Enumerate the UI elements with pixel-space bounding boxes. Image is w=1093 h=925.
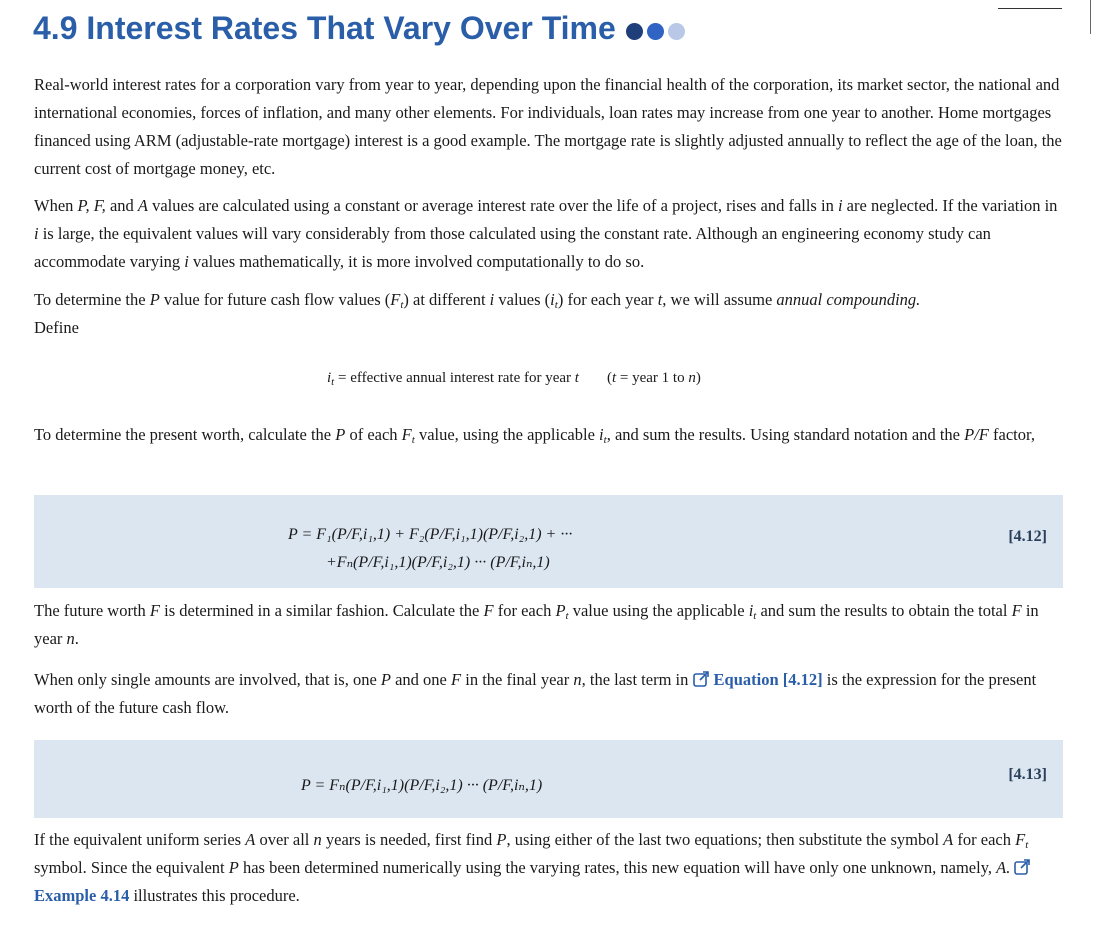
equation-4-12-link[interactable]: Equation [4.12] bbox=[693, 670, 823, 689]
heading-dot-mid bbox=[647, 23, 664, 40]
paragraph-future-worth: The future worth F is determined in a similar fashion. Calculate the F for each $P_t$ value using the applicable $i_t$ and sum the results to obtain the total F in year n. bbox=[34, 601, 1039, 648]
equation-4-12-number: [4.12] bbox=[1008, 528, 1047, 545]
paragraph-real-world-rates: Real-world interest rates for a corporation vary from year to year, depending upon the financial health of the corporation, its market sector, the national and international economies, forces of inflation, and many other elements. For individuals, loan rates may increase from one year to another. Home mortgages financed using ARM (adjustable-rate mortgage) interest is a good example. The mortgage rate is slightly adjusted annually to reflect the age of the loan, the current cost of mortgage money, etc. bbox=[34, 75, 1062, 178]
top-rule bbox=[998, 8, 1062, 9]
heading-dot-light bbox=[668, 23, 685, 40]
section-heading bbox=[33, 10, 689, 47]
section-heading-text: 4.9 Interest Rates That Vary Over Time bbox=[33, 10, 616, 46]
definition-line: $i_t$ = effective annual interest rate for year t (t = year 1 to n) bbox=[327, 370, 701, 388]
equation-4-13-number: [4.13] bbox=[1008, 766, 1047, 783]
right-edge-rule bbox=[1090, 0, 1091, 34]
paragraph-uniform-series: If the equivalent uniform series A over all n years is needed, first find P, using either of the last two equations; then substitute the symbol A for each $F_t$ symbol. Since the equivalent P has been determined numerically using the varying rates, this new equation will have only one unknown, namely, A. Example 4.14 illustrates this procedure. bbox=[34, 826, 1064, 910]
heading-dot-dark bbox=[626, 23, 643, 40]
external-link-icon bbox=[1014, 859, 1032, 875]
paragraph-single-amounts: When only single amounts are involved, that is, one P and one F in the final year n, the last term in Equation [4.12] is the expression for the present worth of the future cash flow. bbox=[34, 670, 1037, 717]
example-4-14-link[interactable]: Example 4.14 bbox=[34, 858, 1035, 905]
heading-dots-decoration bbox=[626, 23, 689, 40]
equation-4-12-line1: P = F₁(P/F,i₁,1) + F₂(P/F,i₁,1)(P/F,i₂,1) + ··· bbox=[288, 526, 573, 543]
paragraph-determine-p: To determine the P value for future cash flow values $(F_t)$ at different i values $(i_t)$ for each year t, we will assume annual compounding. Define bbox=[34, 290, 921, 337]
equation-4-13-box bbox=[34, 740, 1063, 818]
paragraph-constant-rate: When P, F, and A values are calculated using a constant or average interest rate over the life of a project, rises and falls in i are neglected. If the variation in i is large, the equivalent values will vary considerably from those calculated using the constant rate. Although an engineering economy study can accommodate varying i values mathematically, it is more involved computationally to do so. bbox=[34, 196, 1058, 271]
paragraph-present-worth: To determine the present worth, calculate the P of each $F_t$ value, using the applicable $i_t$, and sum the results. Using standard notation and the P/F factor, bbox=[34, 425, 1035, 446]
definition-condition: (t = year 1 to n) bbox=[606, 370, 701, 386]
equation-4-13-line1: P = Fₙ(P/F,i₁,1)(P/F,i₂,1) ··· (P/F,iₙ,1) bbox=[301, 777, 543, 794]
equation-4-12-line2: +Fₙ(P/F,i₁,1)(P/F,i₂,1) ··· (P/F,iₙ,1) bbox=[326, 554, 550, 571]
external-link-icon bbox=[693, 671, 711, 687]
equation-4-12-box bbox=[34, 495, 1063, 588]
